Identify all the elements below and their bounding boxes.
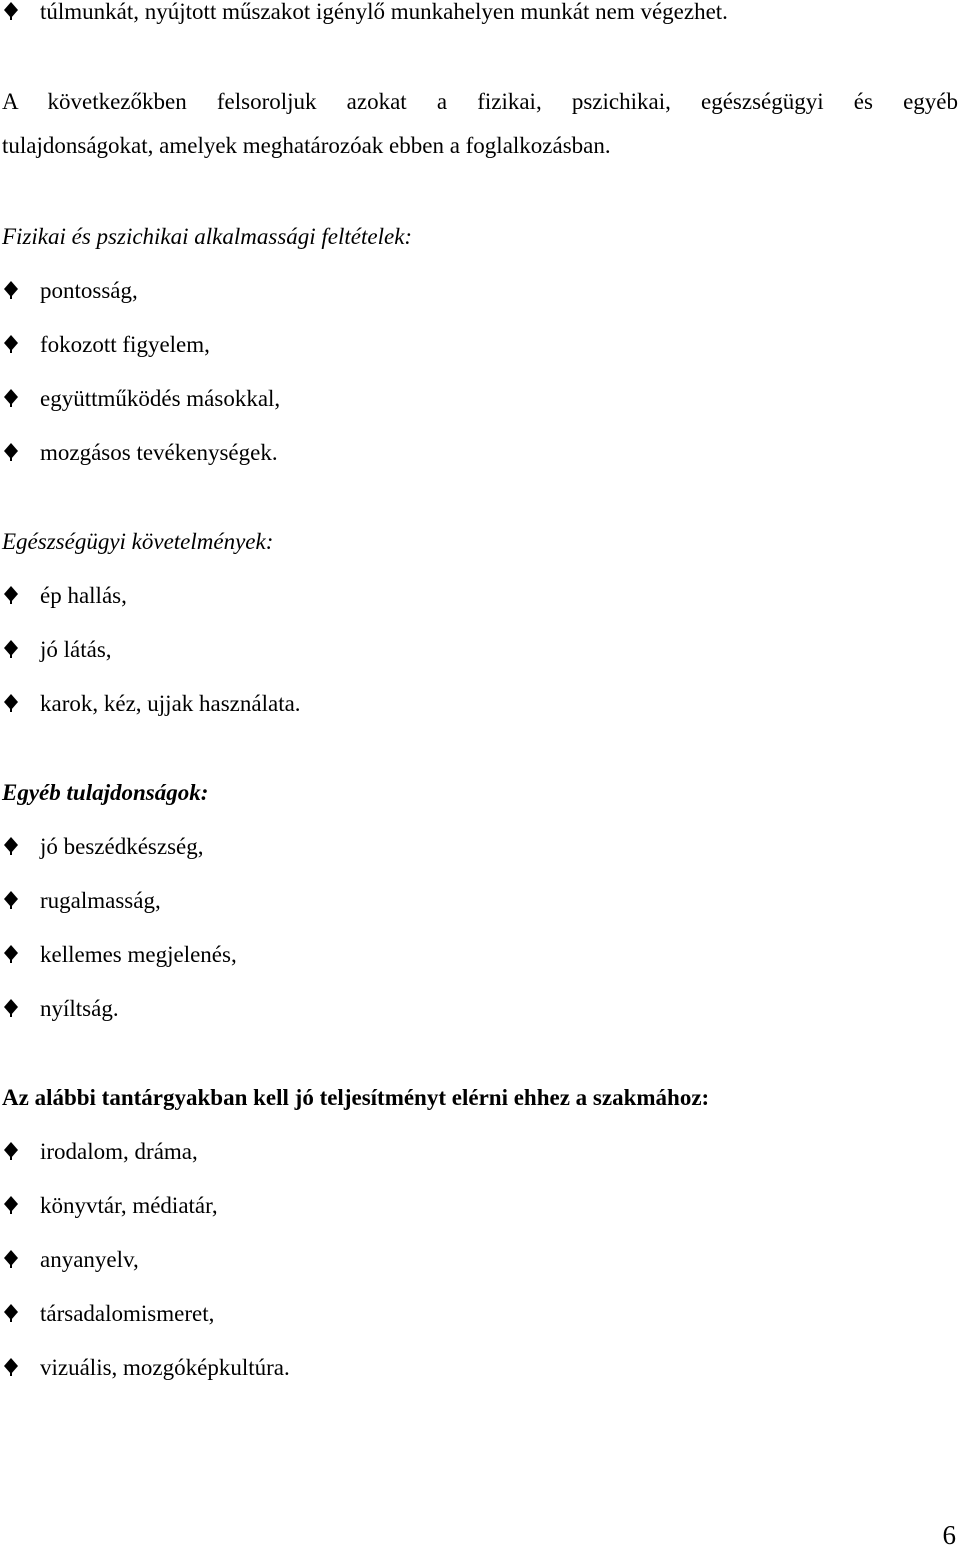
diamond-bullet-icon bbox=[2, 334, 20, 354]
list-item-text: könyvtár, médiatár, bbox=[40, 1193, 218, 1218]
diamond-bullet-icon bbox=[2, 388, 20, 408]
list-item-text: vizuális, mozgóképkultúra. bbox=[40, 1355, 290, 1380]
list-item-text: fokozott figyelem, bbox=[40, 332, 210, 357]
list-item-text: mozgásos tevékenységek. bbox=[40, 440, 278, 465]
diamond-bullet-icon bbox=[2, 442, 20, 462]
list-item-text: kellemes megjelenés, bbox=[40, 942, 237, 967]
diamond-bullet-icon bbox=[2, 1357, 20, 1377]
list-item-text: nyíltság. bbox=[40, 996, 119, 1021]
section-heading: Egyéb tulajdonságok: bbox=[2, 780, 209, 805]
list-item-text: karok, kéz, ujjak használata. bbox=[40, 691, 301, 716]
list-item-text: jó beszédkészség, bbox=[40, 834, 204, 859]
page-number: 6 bbox=[942, 1520, 956, 1550]
diamond-bullet-icon bbox=[2, 585, 20, 605]
list-item-text: ép hallás, bbox=[40, 583, 127, 608]
section-heading: Az alábbi tantárgyakban kell jó teljesítményt elérni ehhez a szakmához: bbox=[2, 1085, 710, 1110]
diamond-bullet-icon bbox=[2, 693, 20, 713]
diamond-bullet-icon bbox=[2, 1195, 20, 1215]
list-item-text: irodalom, dráma, bbox=[40, 1139, 198, 1164]
intro-paragraph-line-2: tulajdonságokat, amelyek meghatározóak ebben a foglalkozásban. bbox=[2, 133, 611, 158]
intro-paragraph-line-1: A következőkben felsoroljuk azokat a fizikai, pszichikai, egészségügyi és egyéb bbox=[2, 89, 958, 114]
list-item-text: együttműködés másokkal, bbox=[40, 386, 281, 411]
list-item-text: jó látás, bbox=[40, 637, 112, 662]
diamond-bullet-icon bbox=[2, 998, 20, 1018]
list-item-text: anyanyelv, bbox=[40, 1247, 139, 1272]
list-item-text: túlmunkát, nyújtott műszakot igénylő munkahelyen munkát nem végezhet. bbox=[40, 0, 728, 24]
diamond-bullet-icon bbox=[2, 836, 20, 856]
diamond-bullet-icon bbox=[2, 280, 20, 300]
diamond-bullet-icon bbox=[2, 1, 20, 21]
section-heading: Egészségügyi követelmények: bbox=[2, 529, 274, 554]
diamond-bullet-icon bbox=[2, 639, 20, 659]
list-item-text: társadalomismeret, bbox=[40, 1301, 215, 1326]
list-item-text: rugalmasság, bbox=[40, 888, 161, 913]
diamond-bullet-icon bbox=[2, 890, 20, 910]
diamond-bullet-icon bbox=[2, 944, 20, 964]
diamond-bullet-icon bbox=[2, 1249, 20, 1269]
section-heading: Fizikai és pszichikai alkalmassági feltételek: bbox=[2, 224, 413, 249]
diamond-bullet-icon bbox=[2, 1141, 20, 1161]
list-item-text: pontosság, bbox=[40, 278, 138, 303]
diamond-bullet-icon bbox=[2, 1303, 20, 1323]
